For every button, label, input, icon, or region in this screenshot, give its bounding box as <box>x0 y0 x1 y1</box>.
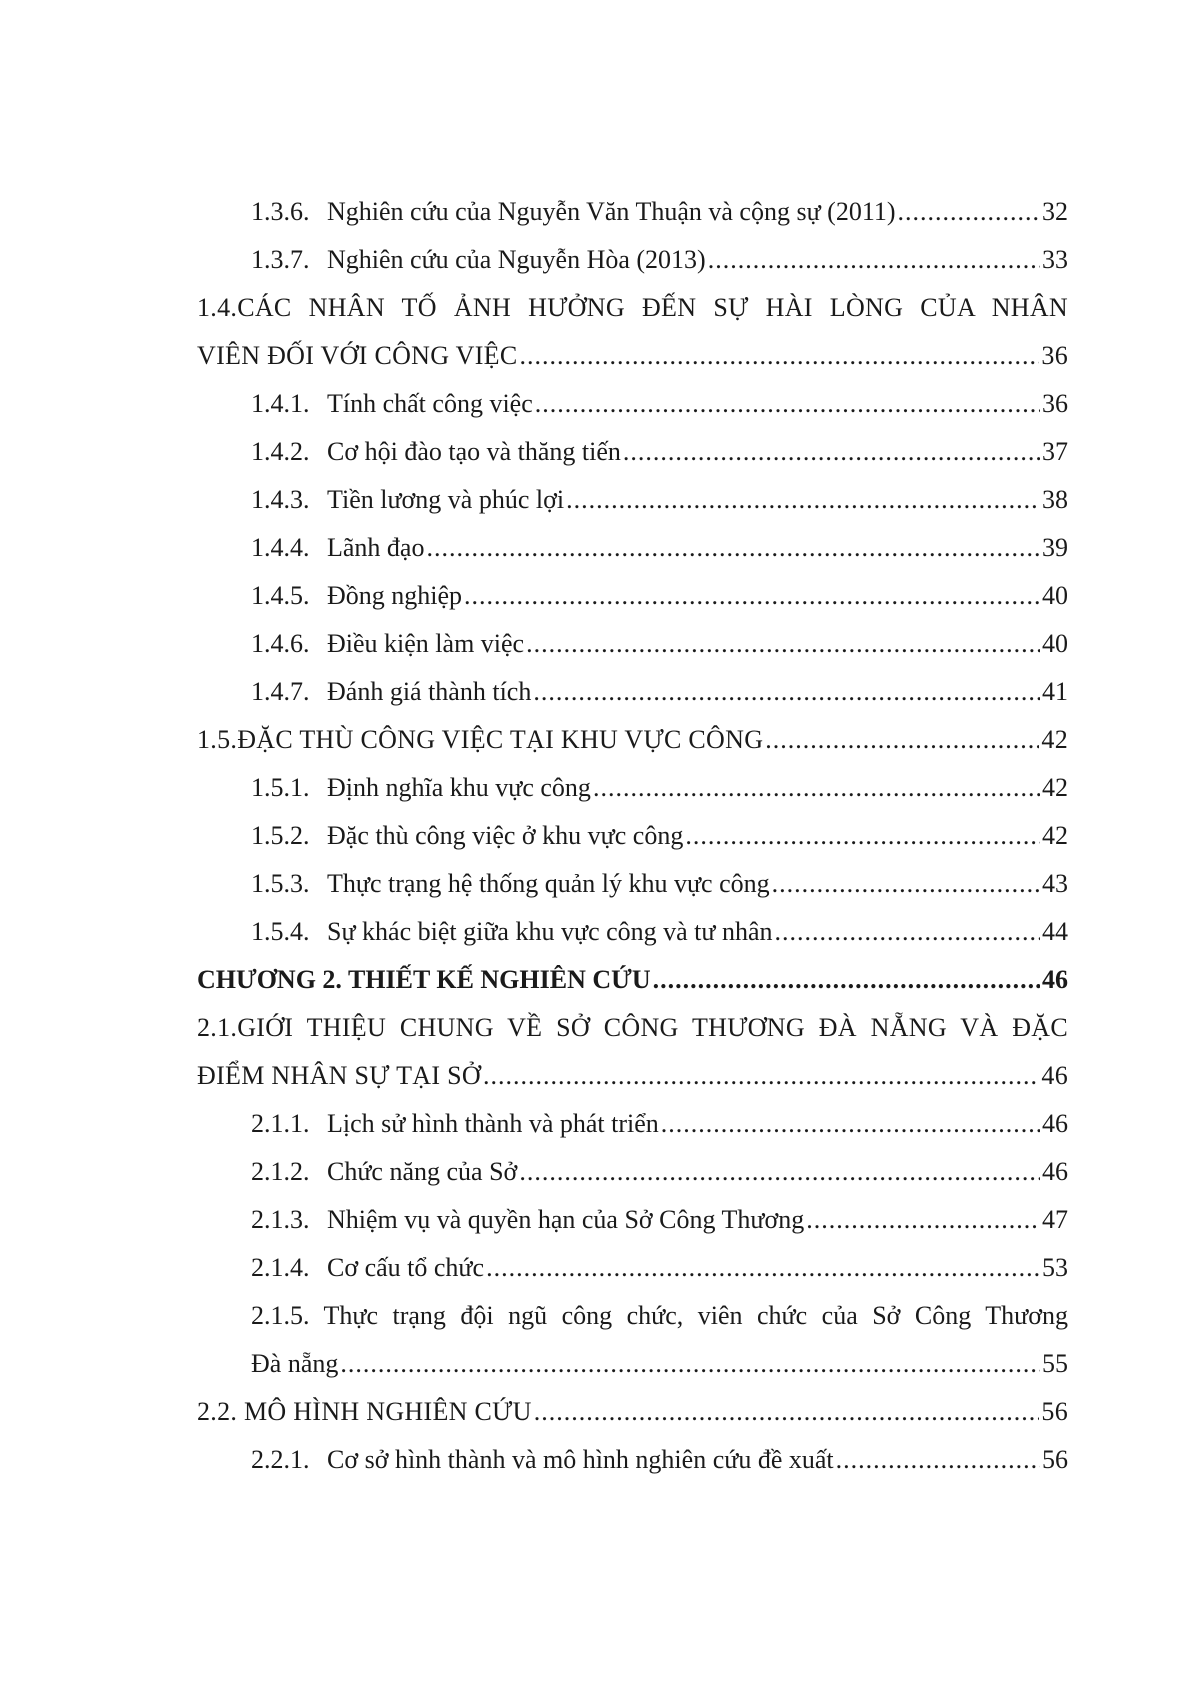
toc-title: Sự khác biệt giữa khu vực công và tư nhân <box>327 917 773 946</box>
toc-entry-second-line[interactable] <box>0 332 1192 380</box>
dot-leader <box>765 716 1039 764</box>
toc-entry[interactable] <box>0 668 1192 716</box>
toc-title: Đặc thù công việc ở khu vực công <box>327 821 684 850</box>
toc-page-number: 40 <box>1042 581 1068 610</box>
toc-entry-second-line[interactable] <box>0 1052 1192 1100</box>
toc-title: Tiền lương và phúc lợi <box>327 485 565 514</box>
toc-number: 1.4.6. <box>251 629 310 658</box>
toc-page-number: 33 <box>1042 245 1068 274</box>
toc-page-number: 46 <box>1042 965 1068 994</box>
toc-number: 1.4.4. <box>251 533 310 562</box>
dot-leader <box>535 380 1040 428</box>
toc-number: 2.1.2. <box>251 1157 310 1186</box>
dot-leader <box>520 332 1040 380</box>
toc-entry[interactable] <box>0 620 1192 668</box>
toc-title: Lịch sử hình thành và phát triển <box>327 1109 659 1138</box>
toc-page-number: 32 <box>1042 197 1068 226</box>
toc-title: 2.1.5. Thực trạng đội ngũ công chức, viên chức của Sở Công Thương <box>251 1301 1068 1330</box>
toc-entry[interactable] <box>0 1100 1192 1148</box>
toc-entry-first-line[interactable] <box>0 1292 1192 1340</box>
toc-entry[interactable] <box>0 1436 1192 1484</box>
toc-number: 1.3.7. <box>251 245 310 274</box>
toc-entry-second-line[interactable] <box>0 1340 1192 1388</box>
dot-leader <box>526 620 1040 668</box>
dot-leader <box>898 188 1040 236</box>
dot-leader <box>775 908 1040 956</box>
toc-page-number: 36 <box>1042 389 1068 418</box>
toc-entry[interactable] <box>0 188 1192 236</box>
toc-title: Lãnh đạo <box>327 533 425 562</box>
toc-title: Cơ sở hình thành và mô hình nghiên cứu đề xuất <box>327 1445 834 1474</box>
dot-leader <box>533 668 1040 716</box>
dot-leader <box>685 812 1040 860</box>
toc-page-number: 37 <box>1042 437 1068 466</box>
dot-leader <box>661 1100 1040 1148</box>
toc-number: 2.1.4. <box>251 1253 310 1282</box>
toc-title: Cơ cấu tổ chức <box>327 1253 485 1282</box>
dot-leader <box>486 1244 1040 1292</box>
toc-title: Nghiên cứu của Nguyễn Văn Thuận và cộng sự (2011) <box>327 197 896 226</box>
toc-entry-first-line[interactable] <box>0 1004 1192 1052</box>
table-of-contents <box>0 188 1192 1484</box>
toc-page-number: 36 <box>1041 341 1068 370</box>
dot-leader <box>519 1148 1040 1196</box>
dot-leader <box>836 1436 1040 1484</box>
toc-page-number: 39 <box>1042 533 1068 562</box>
toc-number: 1.4.3. <box>251 485 310 514</box>
toc-title: Nhiệm vụ và quyền hạn của Sở Công Thương <box>327 1205 805 1234</box>
toc-entry[interactable] <box>0 716 1192 764</box>
toc-page-number: 55 <box>1042 1349 1068 1378</box>
toc-title: VIÊN ĐỐI VỚI CÔNG VIỆC <box>197 341 518 370</box>
toc-number: 1.5.1. <box>251 773 310 802</box>
dot-leader <box>426 524 1040 572</box>
toc-page-number: 53 <box>1042 1253 1068 1282</box>
toc-number: 2.2.1. <box>251 1445 310 1474</box>
toc-title: Đánh giá thành tích <box>327 677 532 706</box>
dot-leader <box>566 476 1040 524</box>
toc-title: ĐIỂM NHÂN SỰ TẠI SỞ <box>197 1061 481 1090</box>
toc-title: Đà nẵng <box>251 1349 339 1378</box>
toc-title: Nghiên cứu của Nguyễn Hòa (2013) <box>327 245 706 274</box>
toc-number: 1.5.2. <box>251 821 310 850</box>
toc-number: 2.1.1. <box>251 1109 310 1138</box>
toc-entry[interactable] <box>0 908 1192 956</box>
dot-leader <box>483 1052 1039 1100</box>
toc-page-number: 41 <box>1042 677 1068 706</box>
toc-title: 1.4.CÁC NHÂN TỐ ẢNH HƯỞNG ĐẾN SỰ HÀI LÒNG CỦA NHÂN <box>197 293 1068 322</box>
toc-number: 1.4.5. <box>251 581 310 610</box>
toc-number: 1.4.2. <box>251 437 310 466</box>
toc-page-number: 40 <box>1042 629 1068 658</box>
dot-leader <box>534 1388 1040 1436</box>
dot-leader <box>464 572 1040 620</box>
toc-entry[interactable] <box>0 860 1192 908</box>
toc-page-number: 46 <box>1042 1157 1068 1186</box>
toc-title: Cơ hội đào tạo và thăng tiến <box>327 437 621 466</box>
toc-title: Thực trạng hệ thống quản lý khu vực công <box>327 869 770 898</box>
dot-leader <box>772 860 1040 908</box>
toc-entry-first-line[interactable] <box>0 284 1192 332</box>
toc-entry[interactable] <box>0 1244 1192 1292</box>
toc-title: Đồng nghiệp <box>327 581 463 610</box>
dot-leader <box>340 1340 1040 1388</box>
toc-page-number: 47 <box>1042 1205 1068 1234</box>
toc-entry[interactable] <box>0 524 1192 572</box>
toc-title: Định nghĩa khu vực công <box>327 773 591 802</box>
toc-number: 1.4.1. <box>251 389 310 418</box>
toc-entry[interactable] <box>0 428 1192 476</box>
toc-title: Tính chất công việc <box>327 389 533 418</box>
toc-entry[interactable] <box>0 1148 1192 1196</box>
toc-entry[interactable] <box>0 476 1192 524</box>
toc-chapter-entry[interactable] <box>0 956 1192 1004</box>
toc-number: 1.5.3. <box>251 869 310 898</box>
toc-entry[interactable] <box>0 764 1192 812</box>
toc-entry[interactable] <box>0 572 1192 620</box>
dot-leader <box>593 764 1040 812</box>
toc-entry[interactable] <box>0 380 1192 428</box>
dot-leader <box>806 1196 1040 1244</box>
toc-title: 2.2. MÔ HÌNH NGHIÊN CỨU <box>197 1397 532 1426</box>
toc-entry[interactable] <box>0 1196 1192 1244</box>
dot-leader <box>653 956 1040 1004</box>
toc-title: 2.1.GIỚI THIỆU CHUNG VỀ SỞ CÔNG THƯƠNG ĐÀ NẴNG VÀ ĐẶC <box>197 1013 1068 1042</box>
dot-leader <box>623 428 1040 476</box>
toc-page-number: 56 <box>1042 1445 1068 1474</box>
toc-page-number: 42 <box>1042 821 1068 850</box>
toc-page-number: 42 <box>1042 773 1068 802</box>
toc-page-number: 56 <box>1041 1397 1068 1426</box>
toc-page-number: 43 <box>1042 869 1068 898</box>
toc-number: 1.3.6. <box>251 197 310 226</box>
toc-title: 1.5.ĐẶC THÙ CÔNG VIỆC TẠI KHU VỰC CÔNG <box>197 725 764 754</box>
toc-entry[interactable] <box>0 812 1192 860</box>
toc-page-number: 44 <box>1042 917 1068 946</box>
toc-number: 1.4.7. <box>251 677 310 706</box>
toc-number: 1.5.4. <box>251 917 310 946</box>
toc-page-number: 46 <box>1041 1061 1068 1090</box>
dot-leader <box>708 236 1040 284</box>
toc-page-number: 42 <box>1041 725 1068 754</box>
toc-title: Chức năng của Sở <box>327 1157 518 1186</box>
toc-chapter-title: CHƯƠNG 2. THIẾT KẾ NGHIÊN CỨU <box>197 965 651 994</box>
toc-number: 2.1.3. <box>251 1205 310 1234</box>
toc-entry[interactable] <box>0 236 1192 284</box>
toc-page-number: 46 <box>1042 1109 1068 1138</box>
toc-title: Điều kiện làm việc <box>327 629 525 658</box>
toc-page-number: 38 <box>1042 485 1068 514</box>
toc-entry[interactable] <box>0 1388 1192 1436</box>
